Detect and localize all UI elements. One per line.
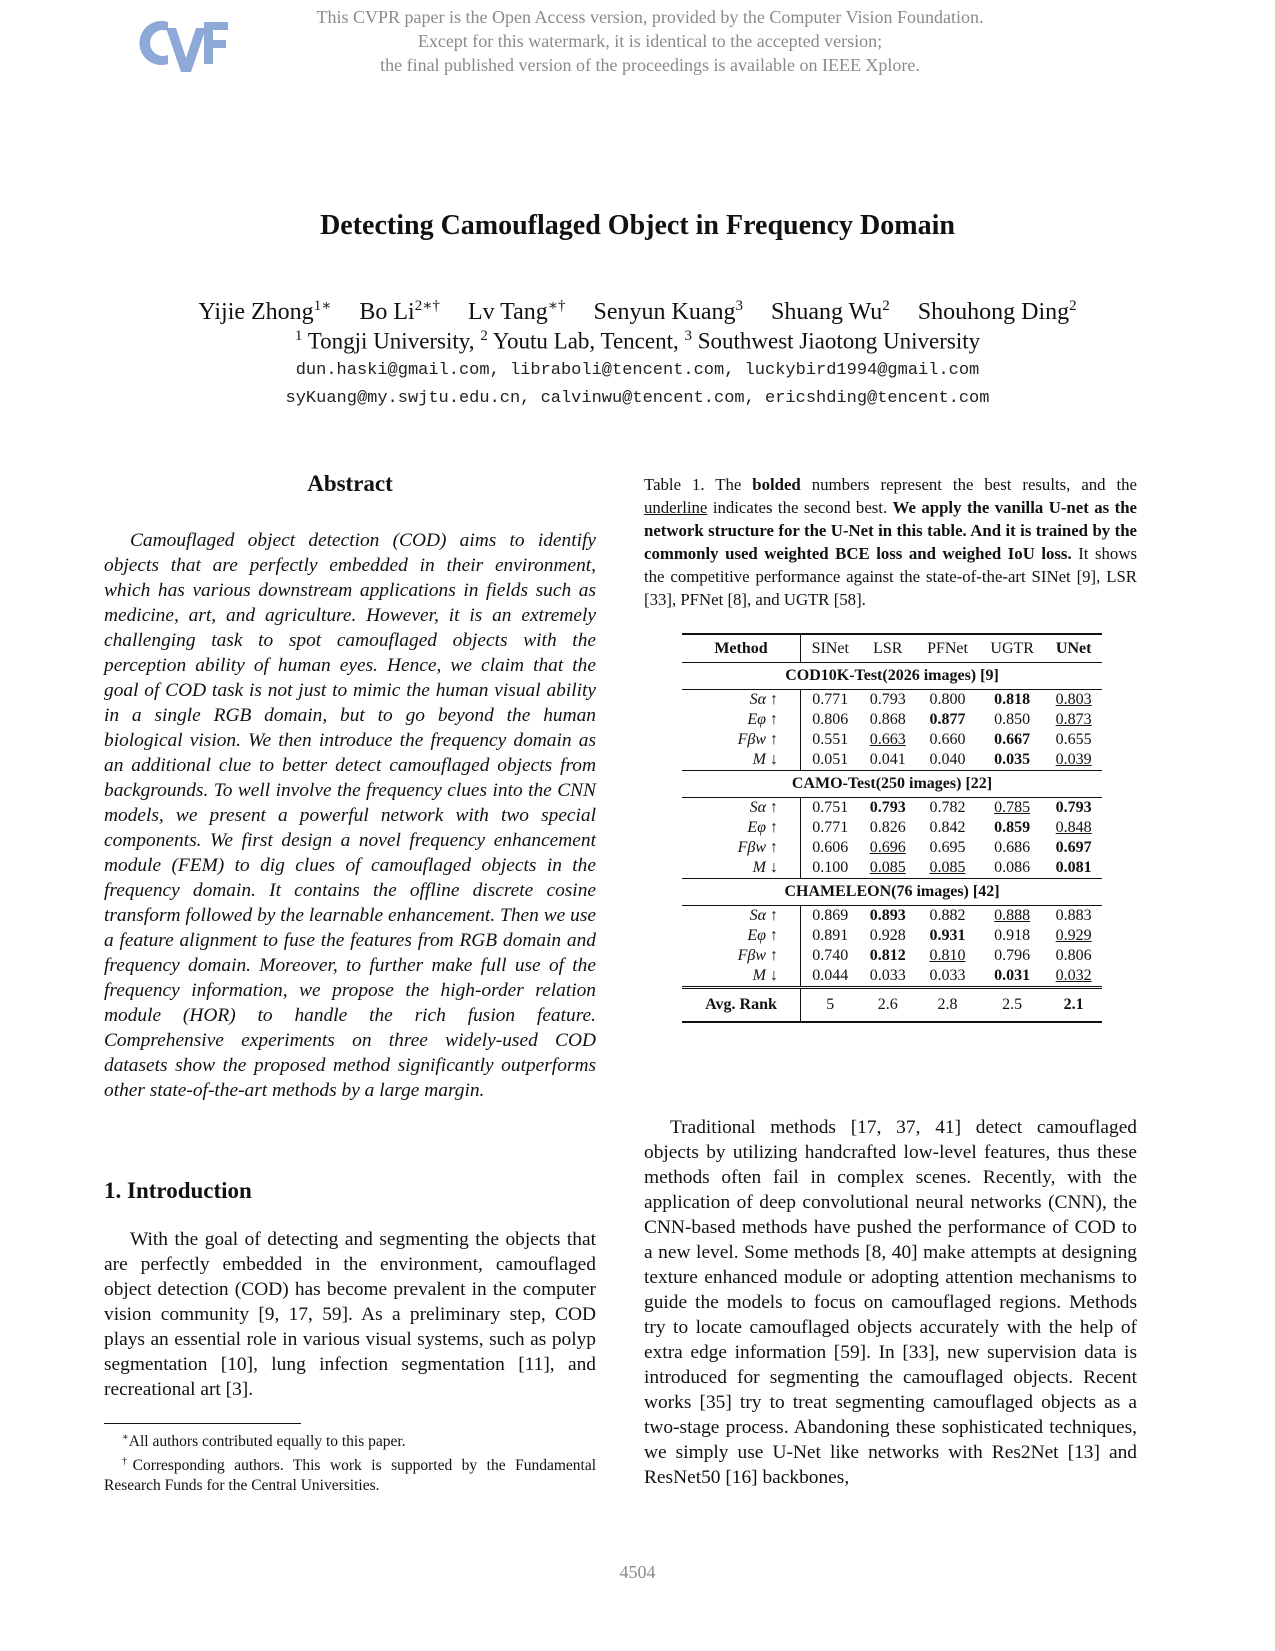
table-header-row [682, 634, 1102, 663]
table-cell: 2.1 [1045, 988, 1102, 1023]
table-cell: 0.888 [979, 906, 1045, 927]
table-cell: 5 [801, 988, 860, 1023]
table-caption: Table 1. The bolded numbers represent the best results, and the underline indicates the second best. We apply the vanilla U-net as the network structure for the U-Net in this table. And it is trained by the commonly used weighted BCE loss and weighed IoU loss. It shows the competitive performance against the state-of-the-art SINet [9], LSR [33], PFNet [8], and UGTR [58]. [644, 475, 1137, 609]
table-cell: 0.081 [1055, 859, 1092, 876]
table-cell: 0.793 [859, 798, 916, 819]
table-header-cell: SINet [811, 639, 849, 657]
table-cell: 0.842 [929, 819, 966, 836]
table-cell: 0.686 [994, 839, 1031, 856]
table-cell: 0.893 [859, 906, 916, 927]
affiliations: $^1$ Tongji University, $^2$ Youtu Lab, Tencent, $^3$ Southwest Jiaotong University [294, 328, 981, 354]
table-group-header [682, 771, 1102, 798]
metric-label: Sα ↑ [682, 690, 801, 711]
table-cell: 0.803 [1045, 690, 1102, 711]
table-cell: 0.697 [1055, 839, 1092, 856]
table-cell: 0.796 [994, 947, 1031, 964]
metric-label: M ↓ [682, 966, 801, 988]
table-cell: 0.929 [1055, 927, 1092, 944]
avg-rank-row [682, 988, 1102, 1023]
table-cell: 0.868 [869, 711, 906, 728]
table-cell: 0.771 [812, 819, 849, 836]
table-cell: 0.086 [994, 859, 1031, 876]
metric-label: M ↓ [682, 858, 801, 879]
dataset-label: COD10K-Test(2026 images) [9] [682, 663, 1102, 690]
cvf-logo [136, 14, 232, 72]
table-cell: 0.032 [1055, 967, 1092, 984]
table-row [682, 710, 1102, 730]
table-cell: 0.031 [994, 967, 1031, 984]
table-row [682, 926, 1102, 946]
metric-label: Eφ ↑ [682, 710, 801, 730]
metric-label: Fβw ↑ [682, 946, 801, 966]
table-cell: 0.771 [801, 690, 860, 711]
table-group-header [682, 663, 1102, 690]
table-header-method: Method [682, 634, 801, 663]
metric-label: Eφ ↑ [682, 926, 801, 946]
table-cell: 0.040 [929, 751, 966, 768]
dataset-label: CHAMELEON(76 images) [42] [682, 879, 1102, 906]
table-row [682, 798, 1102, 819]
table-cell: 0.051 [812, 751, 849, 768]
table-cell: 0.869 [801, 906, 860, 927]
table-cell: 0.800 [916, 690, 979, 711]
metric-label: Sα ↑ [682, 906, 801, 927]
paper-title: Detecting Camouflaged Object in Frequency Domain [320, 210, 955, 241]
table-cell: 0.806 [1055, 947, 1092, 964]
table-cell: 0.606 [812, 839, 849, 856]
results-table [682, 633, 1102, 1023]
table-row [682, 946, 1102, 966]
table-header-cell: UNet [1055, 639, 1092, 657]
table-cell: 0.812 [869, 947, 906, 964]
author: Lv Tang∗† [467, 298, 566, 325]
table-cell: 0.793 [859, 690, 916, 711]
avg-rank-label: Avg. Rank [682, 988, 801, 1023]
table-cell: 0.751 [801, 798, 860, 819]
table-cell: 0.551 [812, 731, 849, 748]
author-emails: dun.haski@gmail.com, libraboli@tencent.com, luckybird1994@gmail.com [295, 361, 980, 380]
footnote: †Corresponding authors. This work is supported by the Fundamental Research Funds for the Central Universities. [104, 1456, 596, 1495]
table-cell: 0.931 [929, 927, 966, 944]
table-cell: 0.850 [994, 711, 1031, 728]
table-body [682, 663, 1102, 1023]
author-list [0, 296, 1275, 326]
section-heading-introduction: 1. Introduction [104, 1178, 252, 1203]
metric-label: Fβw ↑ [682, 730, 801, 750]
metric-label: M ↓ [682, 750, 801, 771]
table-cell: 0.663 [869, 731, 906, 748]
table-row [682, 906, 1102, 927]
table-cell: 0.928 [869, 927, 906, 944]
table-row [682, 838, 1102, 858]
affiliation: Southwest Jiaotong University [697, 328, 981, 354]
table-cell: 0.085 [869, 859, 906, 876]
table-row [682, 966, 1102, 988]
table-cell: 0.818 [979, 690, 1045, 711]
author-emails: syKuang@my.swjtu.edu.cn, calvinwu@tencent.com, ericshding@tencent.com [285, 389, 990, 408]
table-cell: 0.033 [869, 967, 906, 984]
table-cell: 0.035 [994, 751, 1031, 768]
table-cell: 0.793 [1045, 798, 1102, 819]
table-cell: 0.918 [994, 927, 1031, 944]
intro-paragraph: Traditional methods [17, 37, 41] detect camouflaged objects by utilizing handcrafted low-level features, thus these methods often fail in complex scenes. Recently, with the application of deep convolutional neural networks (CNN), the CNN-based methods have pushed the performance of COD to a new level. Some methods [8, 40] make attempts at designing texture enhanced module or adopting attention mechanisms to guide the models to focus on camouflaged regions. Methods try to locate camouflaged objects accurately with the help of extra edge information [59]. In [33], new supervision data is introduced for segmenting the camouflaged objects. Recent works [35] try to treat segmenting camouflaged objects as a two-stage process. Abandoning these sophisticated techniques, we simply use U-Net like networks with Res2Net [13] and ResNet50 [16] backbones, [644, 1117, 1137, 1488]
table-cell: 0.695 [929, 839, 966, 856]
author: Shuang Wu$^2$ [771, 298, 890, 325]
table-cell: 0.667 [994, 731, 1031, 748]
abstract-body: Camouflaged object detection (COD) aims to identify objects that are perfectly embedded in their environment, which has various downstream applications in fields such as medicine, art, and agriculture. However, it is an extremely challenging task to spot camouflaged objects with the perception ability of human eyes. Hence, we claim that the goal of COD task is not just to mimic the human visual ability in a single RGB domain, but to go beyond the human biological vision. We then introduce the frequency domain as an additional clue to better detect camouflaged objects from backgrounds. To well involve the frequency clues into the CNN models, we present a powerful network with two special components. We first design a novel frequency enhancement module (FEM) to dig clues of camouflaged objects in the frequency domain. It contains the offline discrete cosine transform followed by the learnable enhancement. Then we use a feature alignment to fuse the features from RGB domain and frequency domain. Moreover, to further make full use of the frequency information, we propose the high-order relation module (HOR) to handle the rich fusion feature. Comprehensive experiments on three widely-used COD datasets show the proposed method significantly outperforms other state-of-the-art methods by a large margin. [104, 530, 596, 1101]
table-cell: 0.655 [1055, 731, 1092, 748]
table-cell: 0.810 [929, 947, 966, 964]
table-row [682, 750, 1102, 771]
watermark-notice [260, 5, 1040, 77]
author: Yijie Zhong$^{1∗}$ [198, 298, 332, 325]
affiliation: Youtu Lab, Tencent, [492, 328, 679, 354]
table-cell: 0.826 [869, 819, 906, 836]
table-row [682, 690, 1102, 711]
table-cell: 0.039 [1055, 751, 1092, 768]
table-cell: 0.785 [979, 798, 1045, 819]
table-group-header [682, 879, 1102, 906]
table-cell: 0.806 [812, 711, 849, 728]
table-row [682, 730, 1102, 750]
watermark-line: This CVPR paper is the Open Access version, provided by the Computer Vision Foundation. [316, 7, 984, 27]
table-cell: 0.740 [812, 947, 849, 964]
footnote-divider [104, 1423, 301, 1424]
page-number: 4504 [619, 1562, 656, 1582]
dataset-label: CAMO-Test(250 images) [22] [682, 771, 1102, 798]
table-cell: 0.873 [1055, 711, 1092, 728]
table-row [682, 818, 1102, 838]
table-cell: 0.085 [929, 859, 966, 876]
table-cell: 0.660 [929, 731, 966, 748]
table-cell: 0.859 [994, 819, 1031, 836]
table-cell: 0.041 [869, 751, 906, 768]
abstract-heading: Abstract [307, 471, 393, 496]
table-cell: 0.782 [916, 798, 979, 819]
author: Shouhong Ding$^2$ [917, 298, 1077, 325]
table-header-cell: UGTR [990, 639, 1034, 657]
metric-label: Sα ↑ [682, 798, 801, 819]
table-cell: 2.5 [979, 988, 1045, 1023]
author: Senyun Kuang$^3$ [593, 298, 743, 325]
metric-label: Fβw ↑ [682, 838, 801, 858]
table-cell: 2.6 [859, 988, 916, 1023]
table-cell: 2.8 [916, 988, 979, 1023]
table-cell: 0.882 [916, 906, 979, 927]
table-cell: 0.100 [812, 859, 849, 876]
table-cell: 0.877 [929, 711, 966, 728]
metric-label: Eφ ↑ [682, 818, 801, 838]
table-cell: 0.883 [1045, 906, 1102, 927]
table-cell: 0.033 [929, 967, 966, 984]
table-row [682, 858, 1102, 879]
affiliation: Tongji University, [307, 328, 475, 354]
watermark-line: Except for this watermark, it is identical to the accepted version; [417, 31, 883, 51]
table-cell: 0.696 [869, 839, 906, 856]
table-header-cell: LSR [873, 639, 903, 657]
watermark-line: the final published version of the proceedings is available on IEEE Xplore. [380, 55, 920, 75]
intro-paragraph: With the goal of detecting and segmenting the objects that are perfectly embedded in the environment, camouflaged object detection (COD) has become prevalent in the computer vision community [9, 17, 59]. As a preliminary step, COD plays an essential role in various visual systems, such as polyp segmentation [10], lung infection segmentation [11], and recreational art [3]. [104, 1229, 596, 1400]
footnote: ∗All authors contributed equally to this paper. [122, 1432, 406, 1451]
table-header-cell: PFNet [927, 639, 968, 657]
author: Bo $Li^{2∗\dagger}$ [359, 298, 440, 325]
table-cell: 0.044 [812, 967, 849, 984]
table-cell: 0.891 [812, 927, 849, 944]
footnotes [104, 1428, 596, 1496]
table-cell: 0.848 [1055, 819, 1092, 836]
